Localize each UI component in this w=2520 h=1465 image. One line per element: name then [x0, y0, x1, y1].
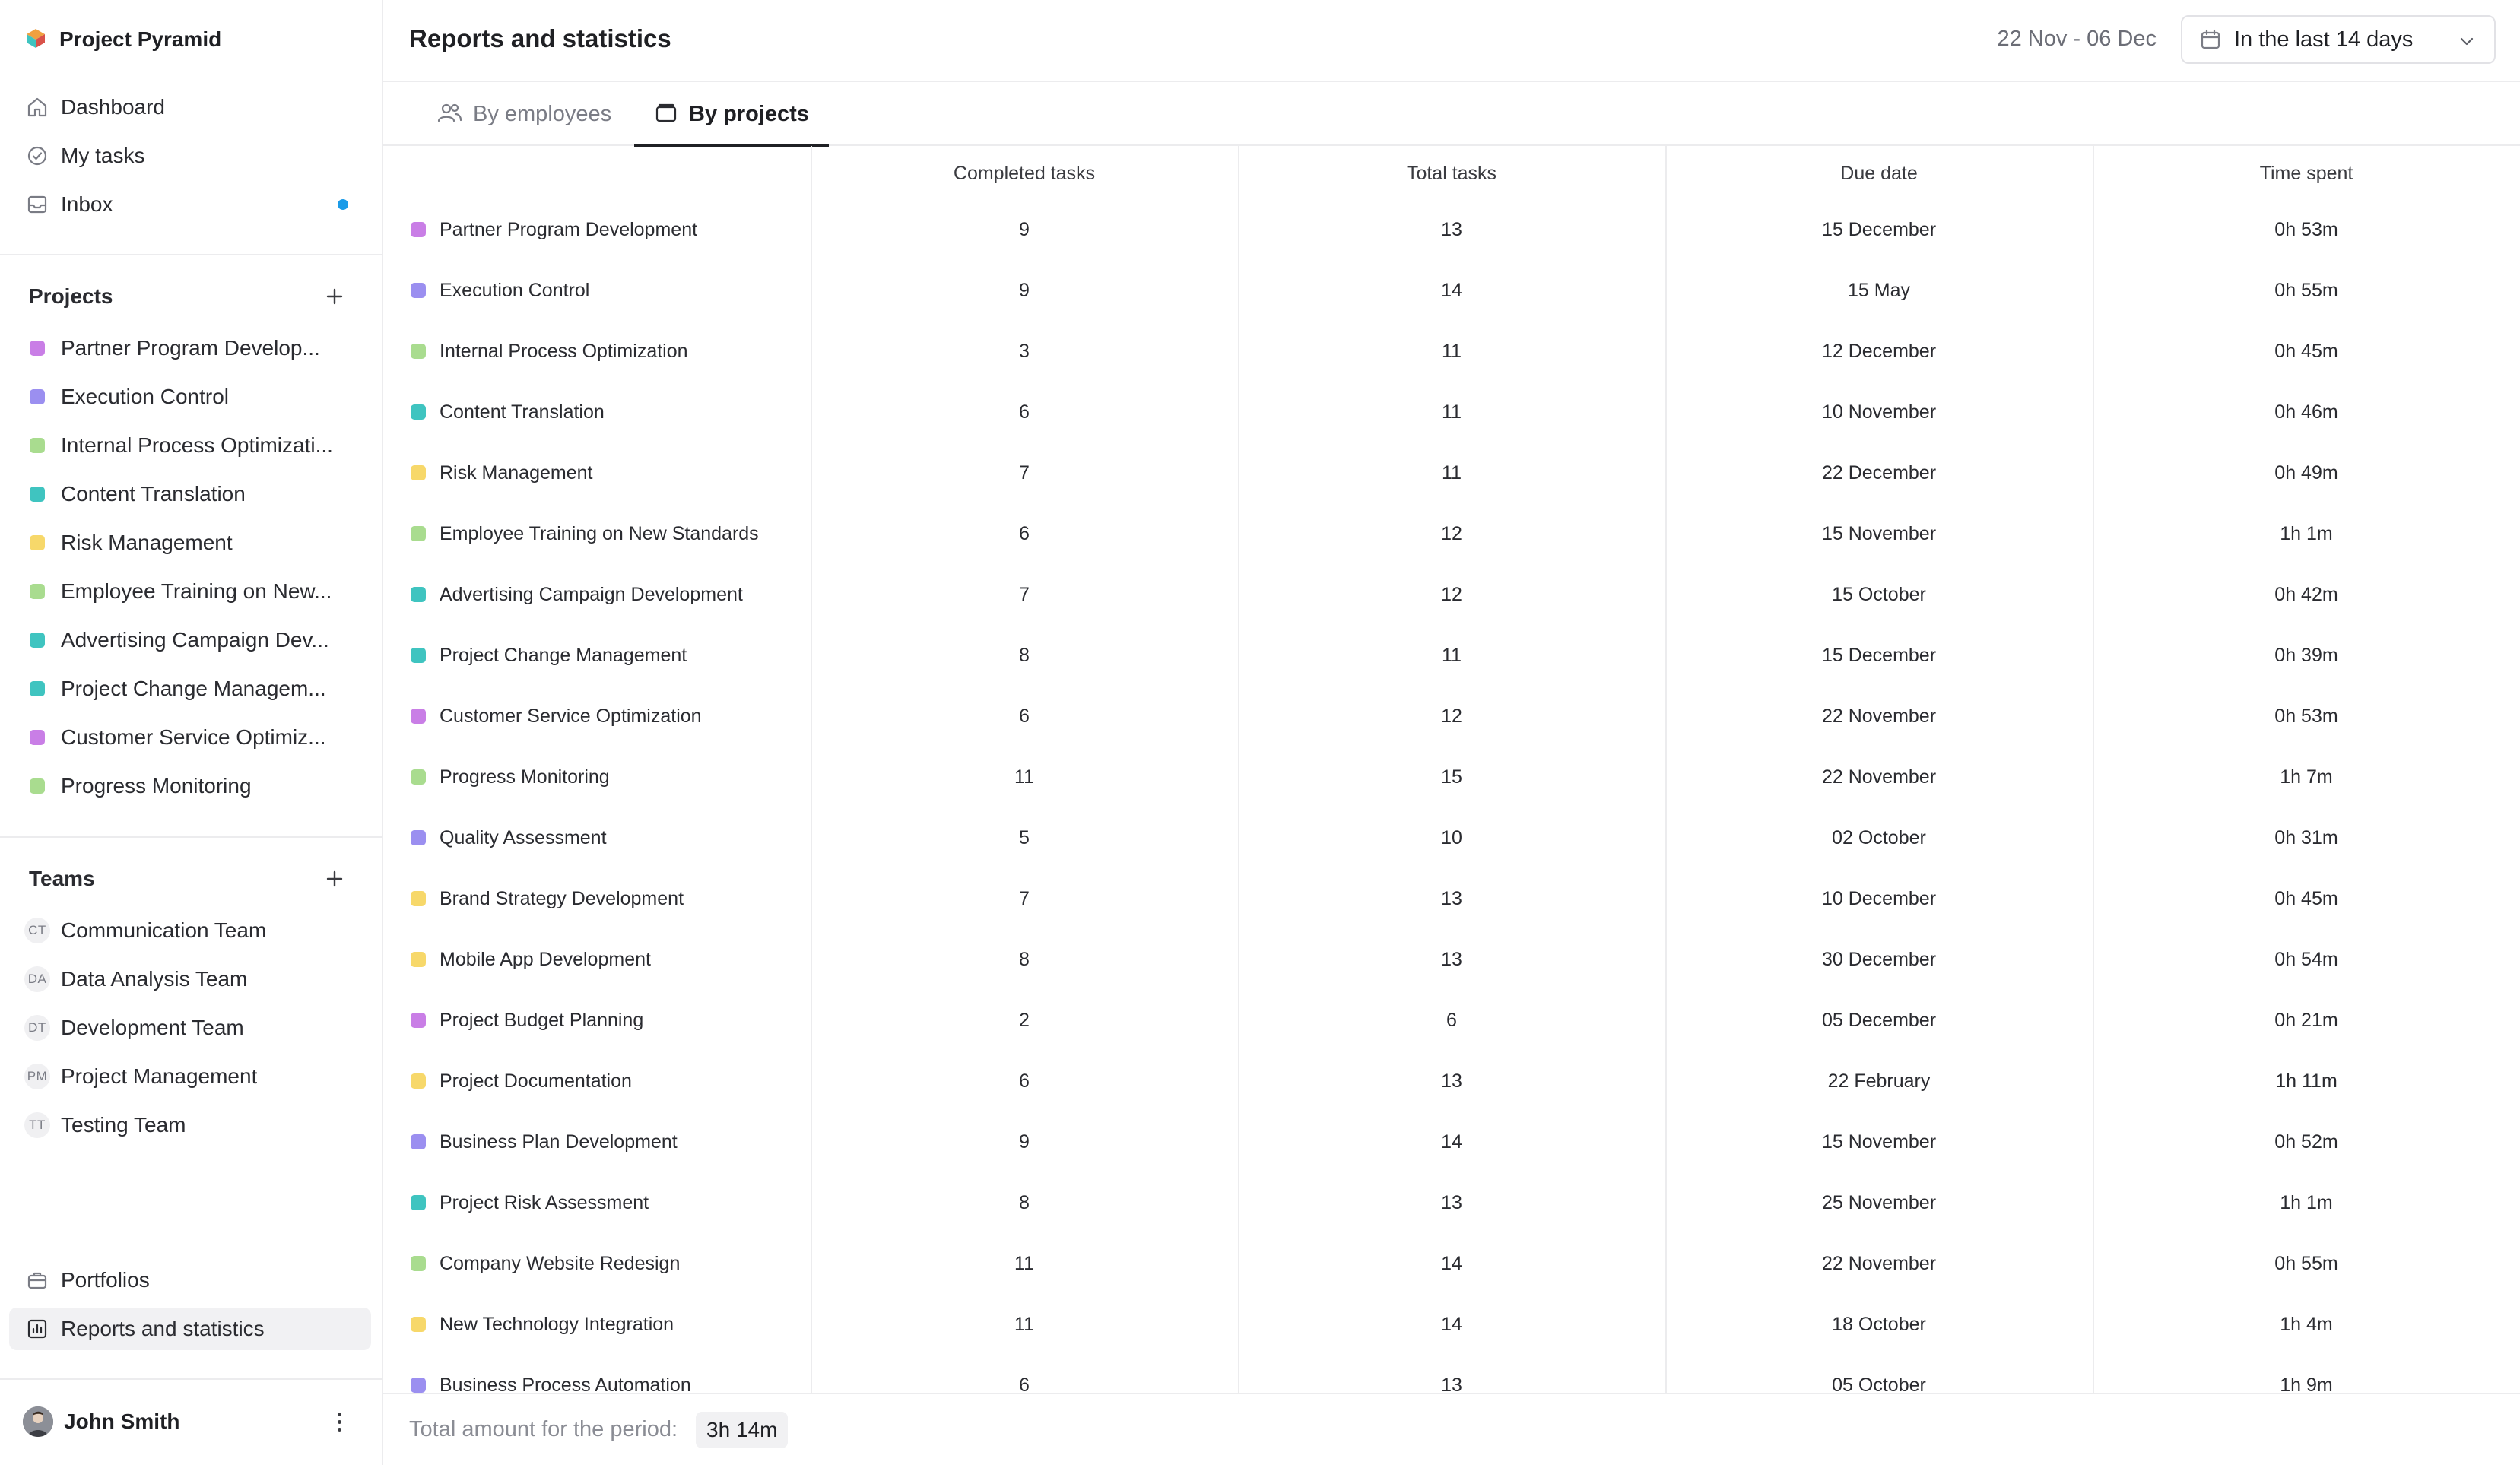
main-content: [383, 0, 2520, 1465]
cell-time-spent: 0h 55m: [2274, 1252, 2338, 1274]
project-color-icon: [24, 676, 50, 702]
cell-completed-tasks: 9: [1019, 1130, 1030, 1153]
column-header-due-date[interactable]: Due date: [1840, 163, 1918, 184]
project-name: Project Budget Planning: [440, 1009, 644, 1031]
cell-total-tasks: 13: [1441, 948, 1462, 970]
sidebar-item-label: Customer Service Optimiz...: [61, 725, 326, 749]
project-name: Project Documentation: [440, 1070, 632, 1092]
cell-total-tasks: 14: [1441, 1130, 1462, 1153]
project-color-icon: [24, 530, 50, 556]
cell-project-name: [411, 1355, 691, 1393]
project-color-icon: [411, 1256, 426, 1271]
check-circle-icon: [24, 143, 50, 169]
sidebar-item-label: Advertising Campaign Dev...: [61, 628, 329, 652]
cell-total-tasks: 11: [1442, 644, 1462, 666]
sidebar-item-label: My tasks: [61, 144, 145, 167]
cell-project-name: [411, 807, 607, 868]
cell-time-spent: 0h 45m: [2274, 340, 2338, 362]
sidebar-item-team[interactable]: [9, 1055, 371, 1098]
sidebar-item-project[interactable]: [9, 765, 371, 807]
project-color-icon: [24, 335, 50, 361]
sidebar-divider: [0, 836, 382, 838]
cell-project-name: [411, 321, 688, 382]
project-color-icon: [411, 283, 426, 298]
cell-due-date: 22 December: [1821, 461, 1937, 484]
cell-project-name: [411, 929, 651, 990]
table-row[interactable]: [383, 625, 2520, 686]
user-menu-button[interactable]: [327, 1406, 351, 1437]
tab-by-employees[interactable]: [417, 82, 631, 146]
sidebar-item-project[interactable]: [9, 376, 371, 418]
table-row[interactable]: [383, 1172, 2520, 1233]
table-row[interactable]: [383, 564, 2520, 625]
sidebar-item-label: Data Analysis Team: [61, 967, 248, 991]
cell-due-date: 05 October: [1832, 1374, 1926, 1393]
cell-project-name: [411, 564, 743, 625]
project-color-icon: [24, 627, 50, 653]
home-icon: [24, 94, 50, 120]
cell-due-date: 22 November: [1821, 1252, 1937, 1274]
cell-time-spent: 0h 54m: [2274, 948, 2338, 970]
project-color-icon: [411, 1378, 426, 1393]
more-vertical-icon: [338, 1413, 341, 1416]
cell-project-name: [411, 625, 687, 686]
table-row[interactable]: [383, 1233, 2520, 1294]
cell-project-name: [411, 747, 610, 807]
sidebar-item-project[interactable]: [9, 716, 371, 759]
sidebar-item-label: Execution Control: [61, 385, 230, 408]
table-row[interactable]: [383, 321, 2520, 382]
project-color-icon: [411, 344, 426, 359]
team-initials-badge: DT: [24, 1015, 50, 1041]
cell-due-date: 15 October: [1832, 583, 1926, 605]
sidebar-item-team[interactable]: [9, 958, 371, 1000]
cell-time-spent: 0h 53m: [2274, 705, 2338, 727]
project-color-icon: [24, 725, 50, 750]
cell-time-spent: 1h 1m: [2280, 1191, 2333, 1213]
plus-icon: [325, 287, 344, 306]
cell-time-spent: 1h 11m: [2275, 1070, 2338, 1092]
project-name: Brand Strategy Development: [440, 887, 684, 909]
cell-completed-tasks: 6: [1019, 401, 1030, 423]
sidebar-item-dashboard[interactable]: [9, 86, 371, 128]
sidebar-item-team[interactable]: [9, 1104, 371, 1146]
sidebar-item-label: Project Change Managem...: [61, 677, 326, 700]
project-color-icon: [24, 773, 50, 799]
cell-time-spent: 1h 7m: [2280, 766, 2333, 788]
total-label: Total amount for the period:: [409, 1417, 678, 1441]
cell-due-date: 25 November: [1821, 1191, 1937, 1213]
sidebar-divider: [0, 254, 382, 255]
cell-total-tasks: 14: [1441, 1252, 1462, 1274]
project-name: Customer Service Optimization: [440, 705, 702, 727]
sidebar-item-my-tasks[interactable]: [9, 135, 371, 177]
sidebar-item-project[interactable]: [9, 667, 371, 710]
cell-due-date: 15 May: [1848, 279, 1910, 301]
cell-completed-tasks: 7: [1019, 887, 1030, 909]
cell-due-date: 18 October: [1832, 1313, 1926, 1335]
sidebar-item-label: Communication Team: [61, 918, 267, 942]
cell-project-name: [411, 1172, 649, 1233]
cell-time-spent: 0h 45m: [2274, 887, 2338, 909]
project-name: Company Website Redesign: [440, 1252, 681, 1274]
sidebar-item-team[interactable]: [9, 909, 371, 952]
project-color-icon: [411, 1134, 426, 1149]
cell-total-tasks: 14: [1441, 279, 1462, 301]
cell-project-name: [411, 442, 592, 503]
project-color-icon: [411, 830, 426, 845]
cell-completed-tasks: 11: [1014, 1252, 1034, 1274]
cell-completed-tasks: 6: [1019, 705, 1030, 727]
cell-total-tasks: 11: [1442, 461, 1462, 484]
cell-completed-tasks: 8: [1019, 1191, 1030, 1213]
project-name: Content Translation: [440, 401, 605, 423]
cell-time-spent: 1h 1m: [2280, 522, 2333, 544]
project-color-icon: [411, 891, 426, 906]
table-row[interactable]: [383, 807, 2520, 868]
cell-due-date: 15 November: [1821, 1130, 1937, 1153]
sidebar-item-label: Partner Program Develop...: [61, 336, 320, 360]
cell-time-spent: 0h 39m: [2274, 644, 2338, 666]
date-range-label: 22 Nov - 06 Dec: [1997, 27, 2157, 51]
table-row[interactable]: [383, 382, 2520, 442]
add-project-button[interactable]: [319, 281, 350, 312]
cell-project-name: [411, 868, 684, 929]
project-color-icon: [411, 1195, 426, 1210]
project-name: Business Plan Development: [440, 1130, 678, 1153]
project-name: Progress Monitoring: [440, 766, 610, 788]
avatar: [23, 1406, 53, 1437]
sidebar-item-project[interactable]: [9, 473, 371, 515]
project-color-icon: [411, 1317, 426, 1332]
sidebar-item-label: Reports and statistics: [61, 1317, 265, 1340]
sidebar-item-portfolios[interactable]: [9, 1259, 371, 1302]
cell-time-spent: 0h 42m: [2274, 583, 2338, 605]
cell-total-tasks: 14: [1441, 1313, 1462, 1335]
cell-due-date: 15 December: [1821, 218, 1937, 240]
team-initials-badge: CT: [24, 918, 50, 943]
project-name: New Technology Integration: [440, 1313, 674, 1335]
cell-total-tasks: 12: [1441, 583, 1462, 605]
cell-total-tasks: 13: [1441, 1374, 1462, 1393]
sidebar-item-label: Testing Team: [61, 1113, 186, 1137]
project-name: Project Change Management: [440, 644, 687, 666]
cell-due-date: 02 October: [1832, 826, 1926, 848]
table-row[interactable]: [383, 1051, 2520, 1111]
cell-total-tasks: 13: [1441, 218, 1462, 240]
cell-completed-tasks: 3: [1019, 340, 1030, 362]
team-initials-badge: TT: [24, 1112, 50, 1138]
tab-label: By employees: [473, 101, 612, 126]
project-name: Internal Process Optimization: [440, 340, 688, 362]
project-name: Quality Assessment: [440, 826, 607, 848]
cell-completed-tasks: 6: [1019, 1070, 1030, 1092]
add-team-button[interactable]: [319, 864, 350, 894]
inbox-icon: [24, 192, 50, 217]
project-name: Advertising Campaign Development: [440, 583, 743, 605]
cell-due-date: 12 December: [1821, 340, 1937, 362]
table-footer: [383, 1393, 2520, 1465]
cell-project-name: [411, 686, 702, 747]
sidebar-item-label: Portfolios: [61, 1268, 150, 1292]
cell-time-spent: 0h 52m: [2274, 1130, 2338, 1153]
project-color-icon: [411, 404, 426, 420]
team-initials-badge: DA: [24, 966, 50, 992]
cell-completed-tasks: 6: [1019, 1374, 1030, 1393]
workspace-header[interactable]: [24, 23, 221, 56]
project-name: Execution Control: [440, 279, 590, 301]
cell-project-name: [411, 990, 643, 1051]
cell-due-date: 10 December: [1821, 887, 1937, 909]
cell-due-date: 15 November: [1821, 522, 1937, 544]
cell-total-tasks: 13: [1441, 887, 1462, 909]
cell-due-date: 22 November: [1821, 766, 1937, 788]
project-color-icon: [24, 433, 50, 458]
period-select-value: In the last 14 days: [2234, 27, 2414, 52]
sidebar-divider: [0, 1378, 382, 1380]
cell-project-name: [411, 382, 605, 442]
project-name: Employee Training on New Standards: [440, 522, 759, 544]
cell-time-spent: 1h 9m: [2280, 1374, 2333, 1393]
cell-due-date: 22 February: [1827, 1070, 1931, 1092]
user-profile[interactable]: [23, 1403, 179, 1441]
cell-completed-tasks: 6: [1019, 522, 1030, 544]
team-initials-badge: PM: [24, 1064, 50, 1089]
project-color-icon: [24, 579, 50, 604]
plus-icon: [325, 869, 344, 889]
project-name: Partner Program Development: [440, 218, 698, 240]
table-row[interactable]: [383, 503, 2520, 564]
report-tabs: [383, 82, 2520, 146]
project-color-icon: [411, 648, 426, 663]
table-row[interactable]: [383, 990, 2520, 1051]
page-title: Reports and statistics: [409, 24, 671, 52]
page-header: [383, 0, 2520, 82]
period-select[interactable]: [2181, 15, 2496, 64]
cell-time-spent: 0h 31m: [2274, 826, 2338, 848]
table-row[interactable]: [383, 442, 2520, 503]
sidebar-item-project[interactable]: [9, 619, 371, 661]
cell-total-tasks: 13: [1441, 1191, 1462, 1213]
project-color-icon: [411, 526, 426, 541]
cell-project-name: [411, 199, 697, 260]
project-color-icon: [411, 222, 426, 237]
table-row[interactable]: [383, 929, 2520, 990]
total-value: 3h 14m: [696, 1412, 788, 1448]
project-name: Business Process Automation: [440, 1374, 691, 1393]
cell-completed-tasks: 7: [1019, 461, 1030, 484]
cell-project-name: [411, 1051, 632, 1111]
project-color-icon: [411, 1073, 426, 1089]
cell-due-date: 22 November: [1821, 705, 1937, 727]
projects-section-title: Projects: [29, 284, 113, 308]
table-row[interactable]: [383, 199, 2520, 260]
tab-label: By projects: [689, 101, 809, 126]
sidebar-item-project[interactable]: [9, 522, 371, 564]
sidebar-item-project[interactable]: [9, 327, 371, 369]
workspace-name: Project Pyramid: [59, 27, 222, 51]
cell-total-tasks: 6: [1446, 1009, 1457, 1031]
cell-time-spent: 1h 4m: [2280, 1313, 2333, 1335]
table-row[interactable]: [383, 868, 2520, 929]
cell-completed-tasks: 5: [1019, 826, 1030, 848]
table-row[interactable]: [383, 686, 2520, 747]
cell-completed-tasks: 7: [1019, 583, 1030, 605]
cell-total-tasks: 11: [1442, 340, 1462, 362]
projects-report-table: [383, 146, 2520, 1393]
cell-total-tasks: 12: [1441, 705, 1462, 727]
cell-project-name: [411, 503, 759, 564]
sidebar-item-label: Inbox: [61, 192, 113, 216]
pyramid-logo-icon: [24, 27, 47, 53]
project-color-icon: [411, 709, 426, 724]
chevron-down-icon: [2456, 30, 2477, 52]
table-row[interactable]: [383, 1355, 2520, 1393]
sidebar-item-label: Dashboard: [61, 95, 165, 119]
teams-section-title: Teams: [29, 867, 95, 890]
cell-time-spent: 0h 49m: [2274, 461, 2338, 484]
column-header-completed[interactable]: Completed tasks: [953, 163, 1096, 184]
cell-completed-tasks: 8: [1019, 644, 1030, 666]
users-icon: [436, 101, 462, 128]
tab-by-projects[interactable]: [634, 82, 829, 146]
cell-project-name: [411, 1233, 680, 1294]
cell-due-date: 05 December: [1821, 1009, 1937, 1031]
cell-completed-tasks: 9: [1019, 218, 1030, 240]
cell-project-name: [411, 1111, 678, 1172]
sidebar-item-project[interactable]: [9, 424, 371, 467]
cell-project-name: [411, 1294, 674, 1355]
project-color-icon: [411, 587, 426, 602]
unread-dot: [338, 199, 348, 210]
project-name: Risk Management: [440, 461, 593, 484]
cell-total-tasks: 10: [1441, 826, 1462, 848]
sidebar-item-label: Development Team: [61, 1016, 244, 1039]
project-name: Mobile App Development: [440, 948, 651, 970]
user-name: John Smith: [64, 1410, 180, 1433]
sidebar-item-label: Internal Process Optimizati...: [61, 433, 333, 457]
project-color-icon: [24, 481, 50, 507]
column-header-time-spent[interactable]: Time spent: [2259, 163, 2353, 184]
cell-due-date: 15 December: [1821, 644, 1937, 666]
sidebar-item-label: Progress Monitoring: [61, 774, 252, 798]
sidebar-item-label: Risk Management: [61, 531, 233, 554]
briefcase-icon: [24, 1267, 50, 1293]
sidebar-item-label: Content Translation: [61, 482, 246, 506]
cell-total-tasks: 15: [1441, 766, 1462, 788]
sidebar-item-label: Employee Training on New...: [61, 579, 332, 603]
table-row[interactable]: [383, 260, 2520, 321]
cell-completed-tasks: 9: [1019, 279, 1030, 301]
calendar-icon: [2198, 27, 2223, 52]
cell-due-date: 10 November: [1821, 401, 1937, 423]
cell-completed-tasks: 2: [1019, 1009, 1030, 1031]
column-header-total[interactable]: Total tasks: [1406, 163, 1497, 184]
project-color-icon: [411, 465, 426, 480]
project-color-icon: [411, 769, 426, 785]
table-row[interactable]: [383, 747, 2520, 807]
cell-completed-tasks: 11: [1014, 1313, 1034, 1335]
project-color-icon: [411, 1013, 426, 1028]
project-color-icon: [24, 384, 50, 410]
sidebar-item-reports[interactable]: [9, 1308, 371, 1350]
cell-completed-tasks: 11: [1014, 766, 1034, 788]
bar-chart-icon: [24, 1316, 50, 1342]
cell-due-date: 30 December: [1821, 948, 1937, 970]
sidebar-item-inbox[interactable]: [9, 183, 371, 226]
cell-time-spent: 0h 21m: [2274, 1009, 2338, 1031]
sidebar-item-label: Project Management: [61, 1064, 258, 1088]
sidebar-item-project[interactable]: [9, 570, 371, 613]
cell-time-spent: 0h 55m: [2274, 279, 2338, 301]
sidebar: [0, 0, 383, 1465]
cell-time-spent: 0h 46m: [2274, 401, 2338, 423]
cell-time-spent: 0h 53m: [2274, 218, 2338, 240]
table-header: [383, 146, 2520, 205]
table-row[interactable]: [383, 1111, 2520, 1172]
sidebar-item-team[interactable]: [9, 1007, 371, 1049]
cell-total-tasks: 13: [1441, 1070, 1462, 1092]
project-name: Project Risk Assessment: [440, 1191, 649, 1213]
cell-project-name: [411, 260, 589, 321]
cell-total-tasks: 12: [1441, 522, 1462, 544]
cell-total-tasks: 11: [1442, 401, 1462, 423]
folder-icon: [654, 101, 678, 128]
project-color-icon: [411, 952, 426, 967]
table-row[interactable]: [383, 1294, 2520, 1355]
cell-completed-tasks: 8: [1019, 948, 1030, 970]
